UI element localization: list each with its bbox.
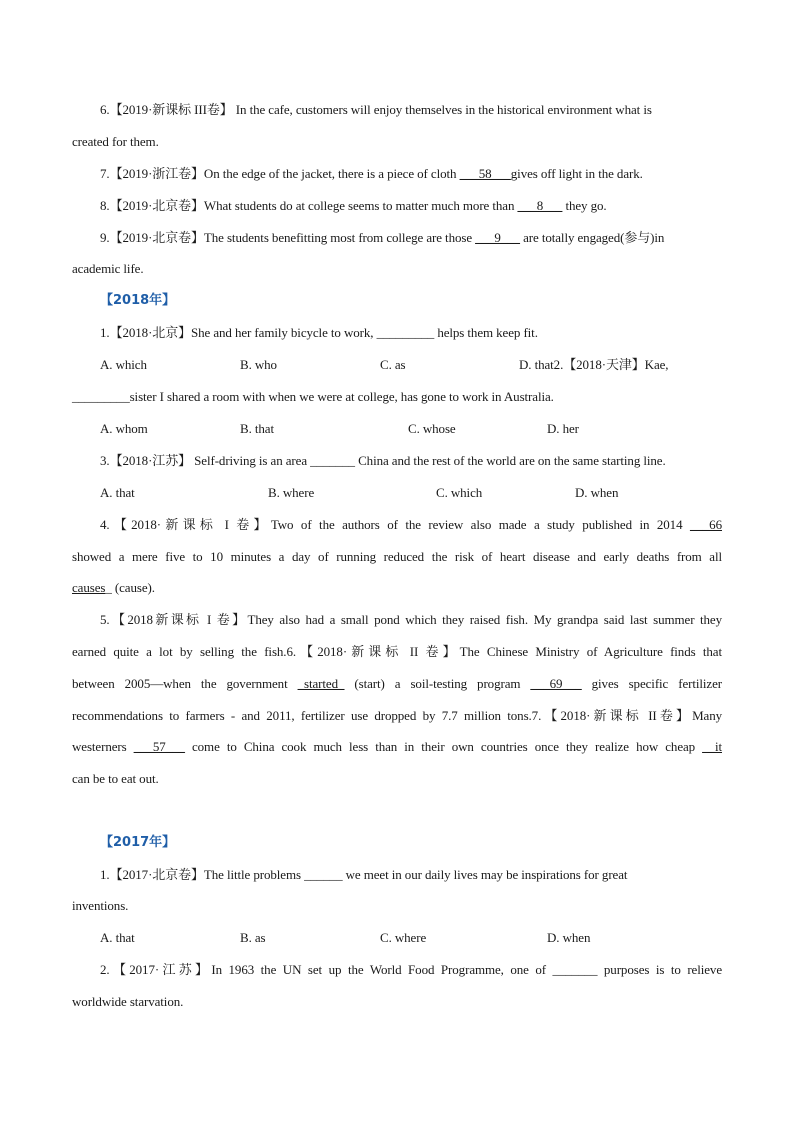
option-c: C. as [380,357,406,372]
option-b: B. that [240,421,274,436]
option-a: A. whom [100,421,148,436]
blank-57: ___57___ [133,739,185,754]
option-b: B. where [268,485,315,500]
section-title-2017: 【2017年】 [100,835,176,850]
q6-line1: 6.【2019·新课标 III卷】 In the cafe, customers will enjoy themselves in the historical environment what is [100,102,652,117]
option-c: C. which [436,485,483,500]
q2018-5-line4: recommendations to farmers - and 2011, fertilizer use dropped by 7.7 million tons.7.【2018·新课标 II卷】Many [72,708,722,723]
blank-9: ___9___ [475,230,520,245]
option-d-and-q2-start: D. that2.【2018·天津】Kae, [519,357,669,372]
q2018-1-line: 1.【2018·北京】She and her family bicycle to work, _________ helps them keep fit. [100,325,538,340]
q2018-4-line2: showed a mere five to 10 minutes a day of running reduced the risk of heart disease and early deaths from all [72,549,722,564]
option-a: A. that [100,930,135,945]
option-c: C. whose [408,421,456,436]
q2017-2-line1: 2.【2017·江苏】In 1963 the UN set up the World Food Programme, one of _______ purposes is to relieve [100,962,722,977]
q2018-5-line3: between 2005—when the government _started_ (start) a soil-testing program ___69___ gives specific fertilizer [72,676,722,691]
option-d: D. when [575,485,619,500]
q2018-2-line: _________sister I shared a room with when we were at college, has gone to work in Australia. [72,389,554,404]
blank-69: ___69___ [530,676,582,691]
q9-line2: academic life. [72,261,144,276]
q6-line2: created for them. [72,134,159,149]
q9-line1: 9.【2019·北京卷】The students benefitting most from college are those ___9___ are totally engaged(参与)in [100,230,665,245]
q2018-5-line6: can be to eat out. [72,771,159,786]
q2018-4-line1: 4.【2018·新课标 I 卷】Two of the authors of the review also made a study published in 2014 ___66 [100,517,722,532]
q2018-5-line5: westerners ___57___ come to China cook much less than in their own countries once they realize how cheap __it [72,739,722,754]
section-title-2018: 【2018年】 [100,293,176,308]
option-a: A. which [100,357,147,372]
q7-line: 7.【2019·浙江卷】On the edge of the jacket, there is a piece of cloth ___58___gives off light in the dark. [100,166,643,181]
option-d: D. when [547,930,591,945]
q2017-1-line2: inventions. [72,898,129,913]
answer-started: _started_ [297,676,345,691]
q2018-5-line1: 5.【2018新课标 I 卷】They also had a small pond which they raised fish. My grandpa said last summer they [100,612,723,627]
option-b: B. who [240,357,277,372]
blank-66: ___66 [689,517,722,532]
option-a: A. that [100,485,135,500]
option-c: C. where [380,930,427,945]
q2017-1-line1: 1.【2017·北京卷】The little problems ______ we meet in our daily lives may be inspirations for great [100,867,628,882]
blank-58: ___58___ [459,166,511,181]
q2018-4-line3: causes_ (cause). [72,580,155,595]
q2017-2-line2: worldwide starvation. [72,994,184,1009]
blank-8: ___8___ [517,198,563,213]
option-b: B. as [240,930,266,945]
q2018-3-line: 3.【2018·江苏】 Self-driving is an area _______ China and the rest of the world are on the same starting line. [100,453,666,468]
q2018-5-line2: earned quite a lot by selling the fish.6.【2018·新课标 II 卷】The Chinese Ministry of Agriculture finds that [72,644,722,659]
option-d: D. her [547,421,579,436]
answer-causes: causes [72,580,106,595]
answer-it: __it [702,739,722,754]
q8-line: 8.【2019·北京卷】What students do at college seems to matter much more than ___8___ they go. [100,198,607,213]
